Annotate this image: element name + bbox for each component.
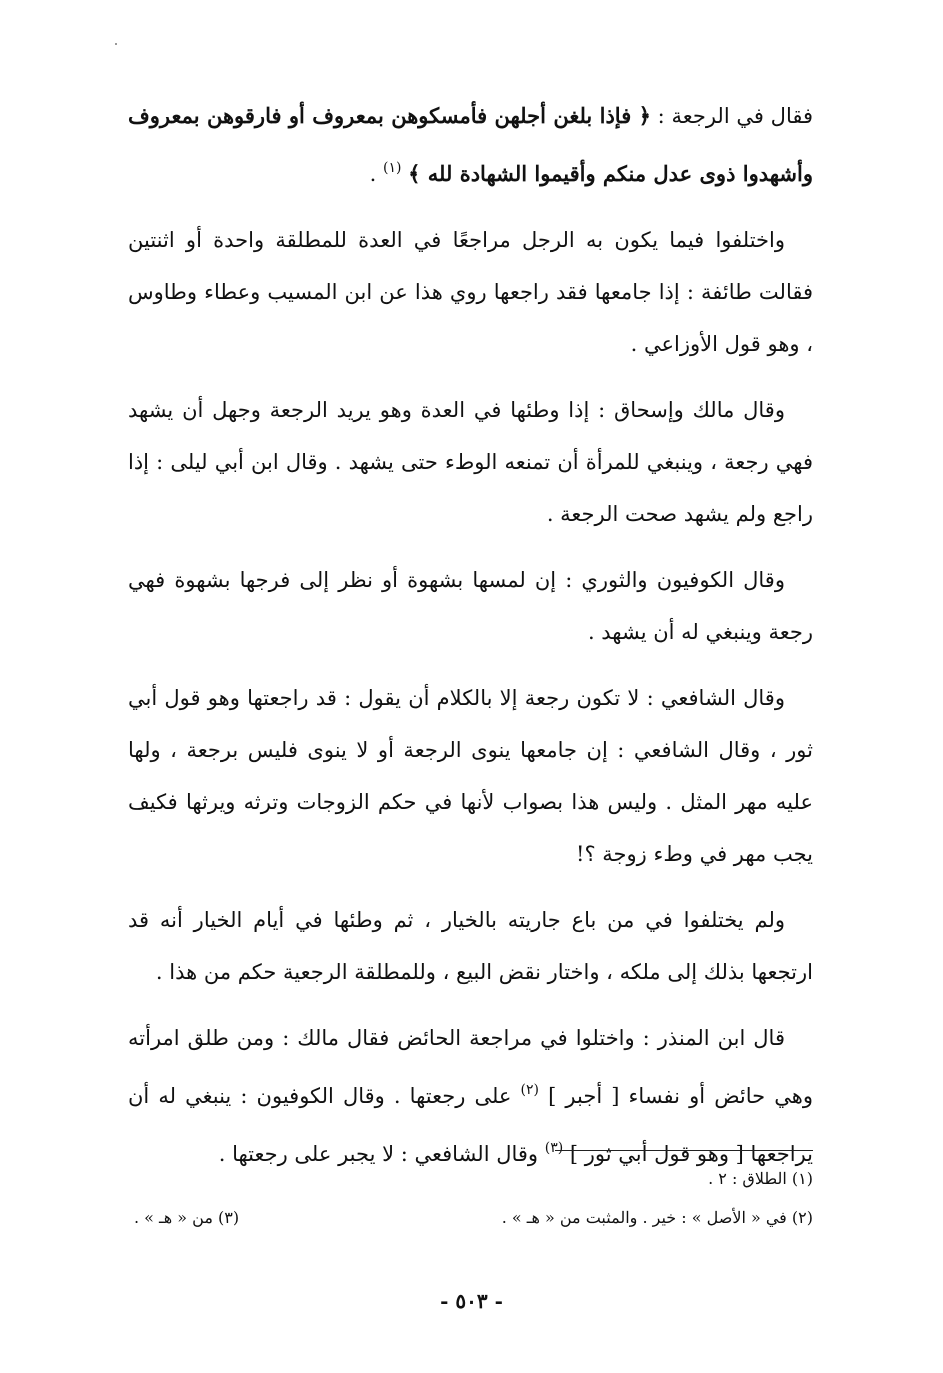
- footnote-ref-1: (١): [383, 160, 402, 176]
- footnote-ref-3: (٣): [544, 1140, 564, 1156]
- footnote-1: (١) الطلاق : ٢ .: [708, 1169, 813, 1188]
- page-number: - ٥٠٣ -: [440, 1289, 503, 1313]
- scan-speck: [115, 43, 117, 45]
- main-text: [128, 90, 813, 1194]
- paragraph-7-part-2: على رجعتها . وقال الكوفيون : ينبغي له أن يراجعها [ وهو قول أبي ثور ]: [128, 1084, 813, 1166]
- paragraph-7-part-1: قال ابن المنذر : واختلوا في مراجعة الحائض فقال مالك : ومن طلق امرأته وهي حائض أو نفساء [ أجبر ]: [128, 1026, 813, 1108]
- paragraph-5: وقال الشافعي : لا تكون رجعة إلا بالكلام أن يقول : قد راجعتها وهو قول أبي ثور ، وقال الشافعي : إن جامعها ينوى الرجعة أو لا ينوى فليس برجعة ، ولها عليه مهر المثل . وليس هذا بصواب لأنها في حكم الزوجات وترثه ويرثها فكيف يجب مهر في وطء زوجة ؟!: [128, 686, 813, 866]
- paragraph-1: [128, 90, 813, 200]
- footnotes-row: [130, 1205, 813, 1231]
- paragraph-1-intro: فقال في الرجعة :: [650, 104, 813, 128]
- paragraph-2: واختلفوا فيما يكون به الرجل مراجعًا في العدة للمطلقة واحدة أو اثنتين فقالت طائفة : إذا جامعها فقد راجعها روي هذا عن ابن المسيب وعطاء وطاوس ، وهو قول الأوزاعي .: [128, 228, 813, 356]
- paragraph-3: وقال مالك وإسحاق : إذا وطئها في العدة وهو يريد الرجعة وجهل أن يشهد فهي رجعة ، وينبغي للمرأة أن تمنعه الوطء حتى يشهد . وقال ابن أبي ليلى : إذا راجع ولم يشهد صحت الرجعة .: [128, 398, 813, 526]
- footnote-ref-2: (٢): [520, 1082, 540, 1098]
- footnote-2: (٢) في « الأصل » : خير . والمثبت من « هـ » .: [501, 1208, 813, 1227]
- footnote-divider: [555, 1150, 813, 1151]
- paragraph-1-end: .: [369, 162, 384, 186]
- paragraph-7-part-3: وقال الشافعي : لا يجبر على رجعتها .: [218, 1142, 545, 1166]
- paragraph-7: [128, 1012, 813, 1180]
- paragraph-4: وقال الكوفيون والثوري : إن لمسها بشهوة أو نظر إلى فرجها بشهوة فهي رجعة وينبغي له أن يشهد .: [128, 568, 813, 644]
- quran-quote: ﴿ فإذا بلغن أجلهن فأمسكوهن بمعروف أو فارقوهن بمعروف وأشهدوا ذوى عدل منكم وأقيموا الشهادة لله ﴾: [128, 103, 813, 186]
- footnote-3: (٣) من « هـ » .: [134, 1208, 240, 1227]
- paragraph-6: ولم يختلفوا في من باع جاريته بالخيار ، ثم وطئها في أيام الخيار أنه قد ارتجعها بذلك إلى ملكه ، واختار نقض البيع ، وللمطلقة الرجعية حكم من هذا .: [128, 908, 813, 984]
